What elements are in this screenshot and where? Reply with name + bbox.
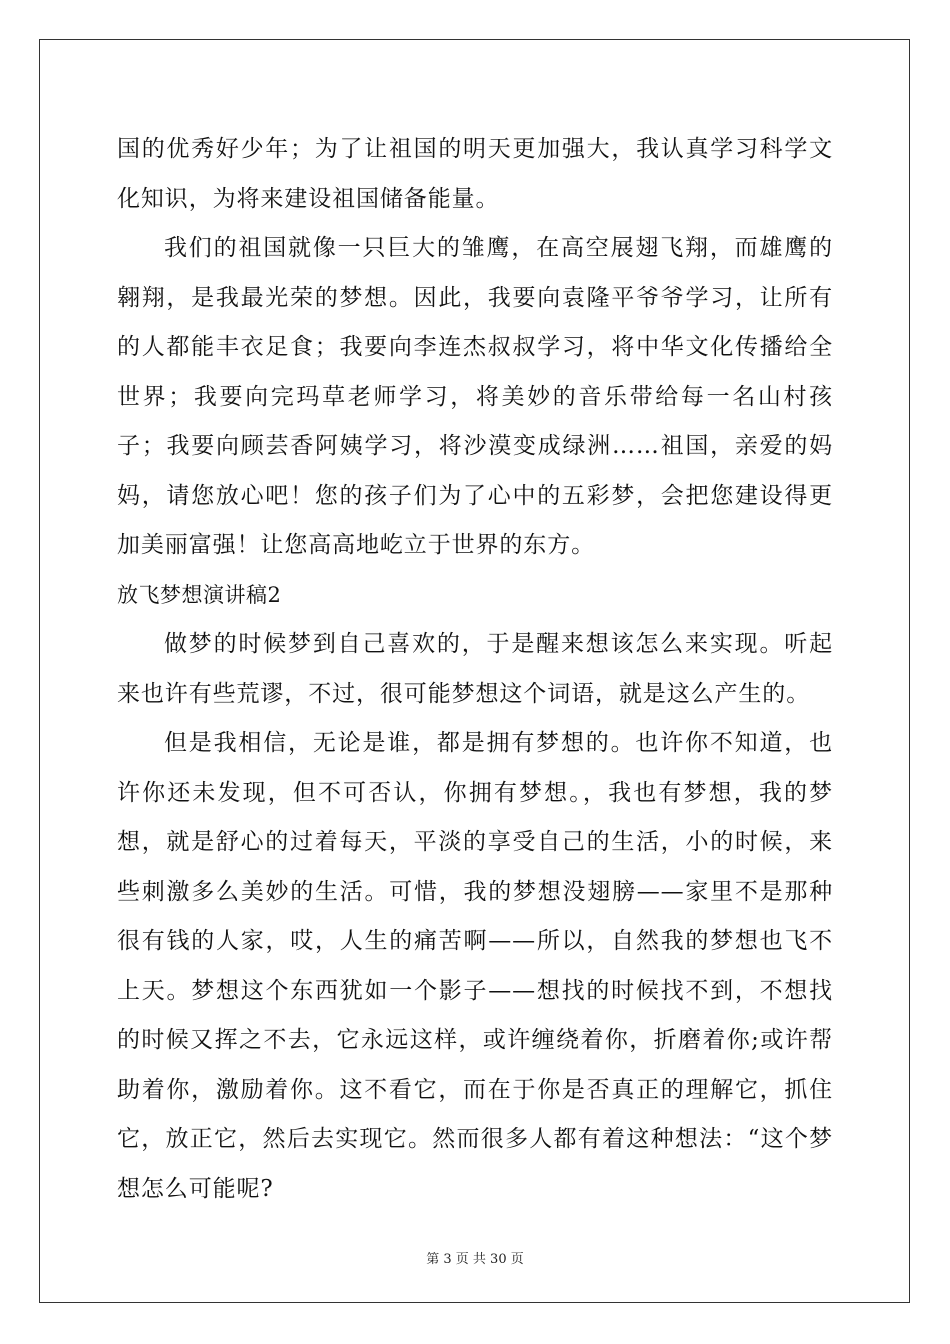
page-footer: 第 3 页 共 30 页	[426, 1252, 524, 1267]
paragraph-3: 做梦的时候梦到自己喜欢的，于是醒来想该怎么来实现。听起来也许有些荒谬，不过，很可能梦想这个词语，就是这么产生的。	[117, 631, 833, 707]
document-body	[117, 125, 833, 1214]
paragraph-2: 我们的祖国就像一只巨大的雏鹰，在高空展翅飞翔，而雄鹰的翱翔，是我最光荣的梦想。因此，我要向袁隆平爷爷学习，让所有的人都能丰衣足食；我要向李连杰叔叔学习，将中华文化传播给全世界；我要向完玛草老师学习，将美妙的音乐带给每一名山村孩子；我要向顾芸香阿姨学习，将沙漠变成绿洲……祖国，亲爱的妈妈，请您放心吧！您的孩子们为了心中的五彩梦，会把您建设得更加美丽富强！让您高高地屹立于世界的东方。	[117, 235, 833, 558]
paragraph-1: 国的优秀好少年；为了让祖国的明天更加强大，我认真学习科学文化知识，为将来建设祖国储备能量。	[117, 136, 833, 212]
paragraph-4: 但是我相信，无论是谁，都是拥有梦想的。也许你不知道，也许你还未发现，但不可否认，你拥有梦想。，我也有梦想，我的梦想，就是舒心的过着每天，平淡的享受自己的生活，小的时候，来些刺激多么美妙的生活。可惜，我的梦想没翅膀——家里不是那种很有钱的人家，哎，人生的痛苦啊——所以，自然我的梦想也飞不上天。梦想这个东西犹如一个影子——想找的时候找不到，不想找的时候又挥之不去，它永远这样，或许缠绕着你，折磨着你;或许帮助着你，激励着你。这不看它，而在于你是否真正的理解它，抓住它，放正它，然后去实现它。然而很多人都有着这种想法：“这个梦想怎么可能呢?	[117, 730, 833, 1202]
section-heading: 放飞梦想演讲稿2	[117, 582, 282, 607]
